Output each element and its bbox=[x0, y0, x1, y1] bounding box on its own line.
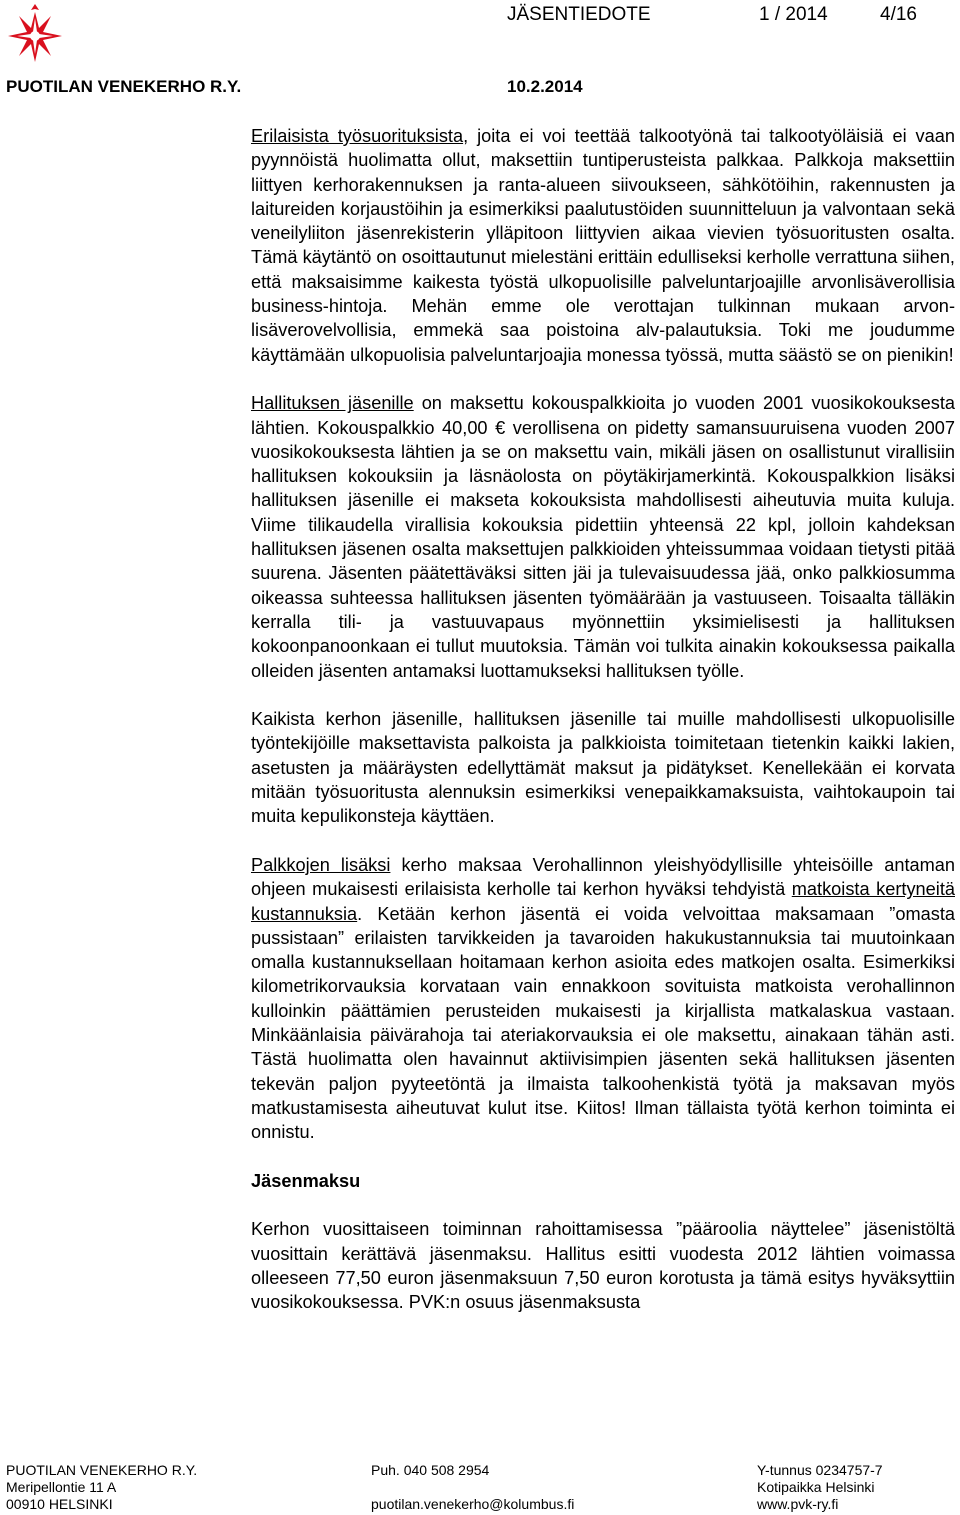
paragraph-text: kerho maksaa Verohallinnon yleishyödyllisille yhteisöille antaman ohjeen mukaisesti erilaisista kerholle tai kerhon hyväksi tehdyistä bbox=[251, 854, 956, 900]
paragraph-text: . Ketään kerhon jäsentä ei voida velvoittaa maksamaan ”omasta pussistaan” erilaisten tarvikkeiden ja tavaroiden hakukustannuksia tai muutoinkaan omalla kustannuksellaan hoitamaan kerhon asioita edes matkojen osalta. Esimerkiksi kilometrikorvauksia korvataan vain ennakkoon sovituista matkoista verohallinnon kulloinkin päättämien perusteiden mukaisesti ja kirjallista matkalaskua vastaan. Minkäänlaisia päivärahoja tai ateriakorvauksia ei ole maksettu, ainakaan tähän asti. Tästä huolimatta olen havainnut aktiivisimpien jäsenten sekä hallituksen jäsenten tekevän paljon pyyteetöntä ja ilmaista talkoohenkistä työtä ja maksavan myös matkustamisesta aiheutuvat kulut itse. Kiitos! Ilman tällaista työtä kerhon toiminta ei onnistu. bbox=[251, 903, 955, 1143]
footer-city: 00910 HELSINKI bbox=[6, 1496, 113, 1512]
footer-registration bbox=[757, 1462, 883, 1513]
underlined-lead: Hallituksen jäsenille bbox=[251, 393, 414, 414]
footer-street: Meripellontie 11 A bbox=[6, 1479, 117, 1495]
paragraph-membership-fee bbox=[251, 1217, 955, 1314]
issue-number: 1 / 2014 bbox=[759, 4, 828, 25]
paragraph-work-payments bbox=[251, 124, 955, 367]
footer-contact bbox=[371, 1462, 574, 1513]
page-footer bbox=[0, 1462, 960, 1515]
paragraph-travel-costs bbox=[251, 853, 955, 1145]
paragraph-board-fees bbox=[251, 391, 955, 683]
footer-phone: Puh. 040 508 2954 bbox=[371, 1462, 490, 1478]
article-body bbox=[251, 124, 955, 1315]
paragraph-text: , joita ei voi teettää talkootyönä tai talkootyöläisiä ei vaan pyynnöistä huolimatta ollut, maksettiin tuntiperusteista palkkaa. Palkkoja maksettiin liittyen kerhorakennuksen ja ranta-alueen siivoukseen, sähkötöihin, rakennusten ja laitureiden korjaustöihin ja esimerkiksi paalutustöiden suunnitteluun ja valvontaan sekä veneilyliiton jäsenrekisterin ylläpitoon liittyvien aikaa vievien työsuoritusten osalta. Tämä käytäntö on osoittautunut mielestäni erittäin edulliseksi kerholle verrattuna siihen, että maksaisimme kaikesta työstä ulkopuolisille palveluntarjoajille arvonlisäverollisia business-hintoja. Mehän emme ole verottajan tulkinnan mukaan arvonlisäverovelvollisia, emmekä saa poistoina alv-palautuksia. Toki me joudumme käyttämään ulkopuolisia palveluntarjoajia monessa työssä, mutta säästö se on pienikin! bbox=[251, 126, 955, 365]
page-number: 4/16 bbox=[880, 4, 917, 25]
paragraph-text: Kaikista kerhon jäsenille, hallituksen jäsenille tai muille mahdollisesti ulkopuolisille työntekijöille maksettavista palkoista ja palkkioista toimitetaan tietenkin kaikki lakien, asetusten ja määräysten edellyttämät maksut ja pidätykset. Kenellekään ei korvata mitään työsuoritusta alennuksin esimerkiksi venepaikkamaksuista, vaihtokaupoin tai muita kepulikonsteja käyttäen. bbox=[251, 709, 955, 827]
newsletter-title: JÄSENTIEDOTE bbox=[507, 4, 651, 25]
footer-address bbox=[6, 1462, 197, 1513]
underlined-lead: Erilaisista työsuorituksista bbox=[251, 126, 464, 146]
paragraph-text: Kerhon vuosittaiseen toiminnan rahoittamisessa ”pääroolia näyttelee” jäsenistöltä vuosittain kerättävä jäsenmaksu. Hallitus esitti vuodesta 2012 lähtien voimassa olleeseen 77,50 euron jäsenmaksuun 7,50 euron korotusta ja tämä esitys hyväksyttiin vuosikokouksessa. PVK:n osuus jäsenmaksusta bbox=[251, 1219, 955, 1313]
compass-star-logo-icon bbox=[6, 4, 64, 66]
footer-website: www.pvk-ry.fi bbox=[757, 1496, 839, 1512]
section-heading: Jäsenmaksu bbox=[251, 1170, 361, 1191]
paragraph-text: on maksettu kokouspalkkioita jo vuoden 2001 vuosikokouksesta lähtien. Kokouspalkkio 40,00 € verollisena on pidetty samansuuruisena vuoden 2007 vuosikokouksesta lähtien ja se on maksettu vain, mikäli jäsen on osallistunut virallisiin hallituksen kokouksiin ja läsnäolosta on pöytäkirjamerkintä. Kokouspalkkion lisäksi hallituksen jäsenille ei makseta kokouksista mahdollisesti aiheutuvia muita kuluja. Viime tilikaudella virallisia kokouksia pidettiin yhteensä 22 kpl, jolloin kahdeksan hallituksen jäsenen osalta maksettujen palkkioiden yhteissummaa voidaan tietysti pitää suurena. Jäsenten päätettäväksi sitten jäi ja tulevaisuudessa jää, onko palkkiosumma oikeassa suhteessa hallituksen jäsenten työmäärään ja vastuuseen. Toisaalta tälläkin kerralla tili- ja vastuuvapaus myönnettiin yksimielisesti ja hallituksen kokoonpanoonkaan ei tullut muutoksia. Tämän voi tulkita ainakin kokouksessa paikalla olleiden jäsenten antamaksi luottamukseksi hallituksen työlle. bbox=[251, 393, 955, 681]
issue-date: 10.2.2014 bbox=[507, 77, 583, 96]
underlined-phrase: matkoista kertyneitä kustannuksia bbox=[251, 879, 955, 924]
footer-domicile: Kotipaikka Helsinki bbox=[757, 1479, 875, 1495]
organization-name: PUOTILAN VENEKERHO R.Y. bbox=[6, 77, 242, 96]
footer-business-id: Y-tunnus 0234757-7 bbox=[757, 1462, 883, 1478]
paragraph-payroll-taxes bbox=[251, 707, 955, 828]
footer-email: puotilan.venekerho@kolumbus.fi bbox=[371, 1496, 575, 1512]
underlined-lead: Palkkojen lisäksi bbox=[251, 854, 391, 875]
footer-org: PUOTILAN VENEKERHO R.Y. bbox=[6, 1462, 198, 1478]
